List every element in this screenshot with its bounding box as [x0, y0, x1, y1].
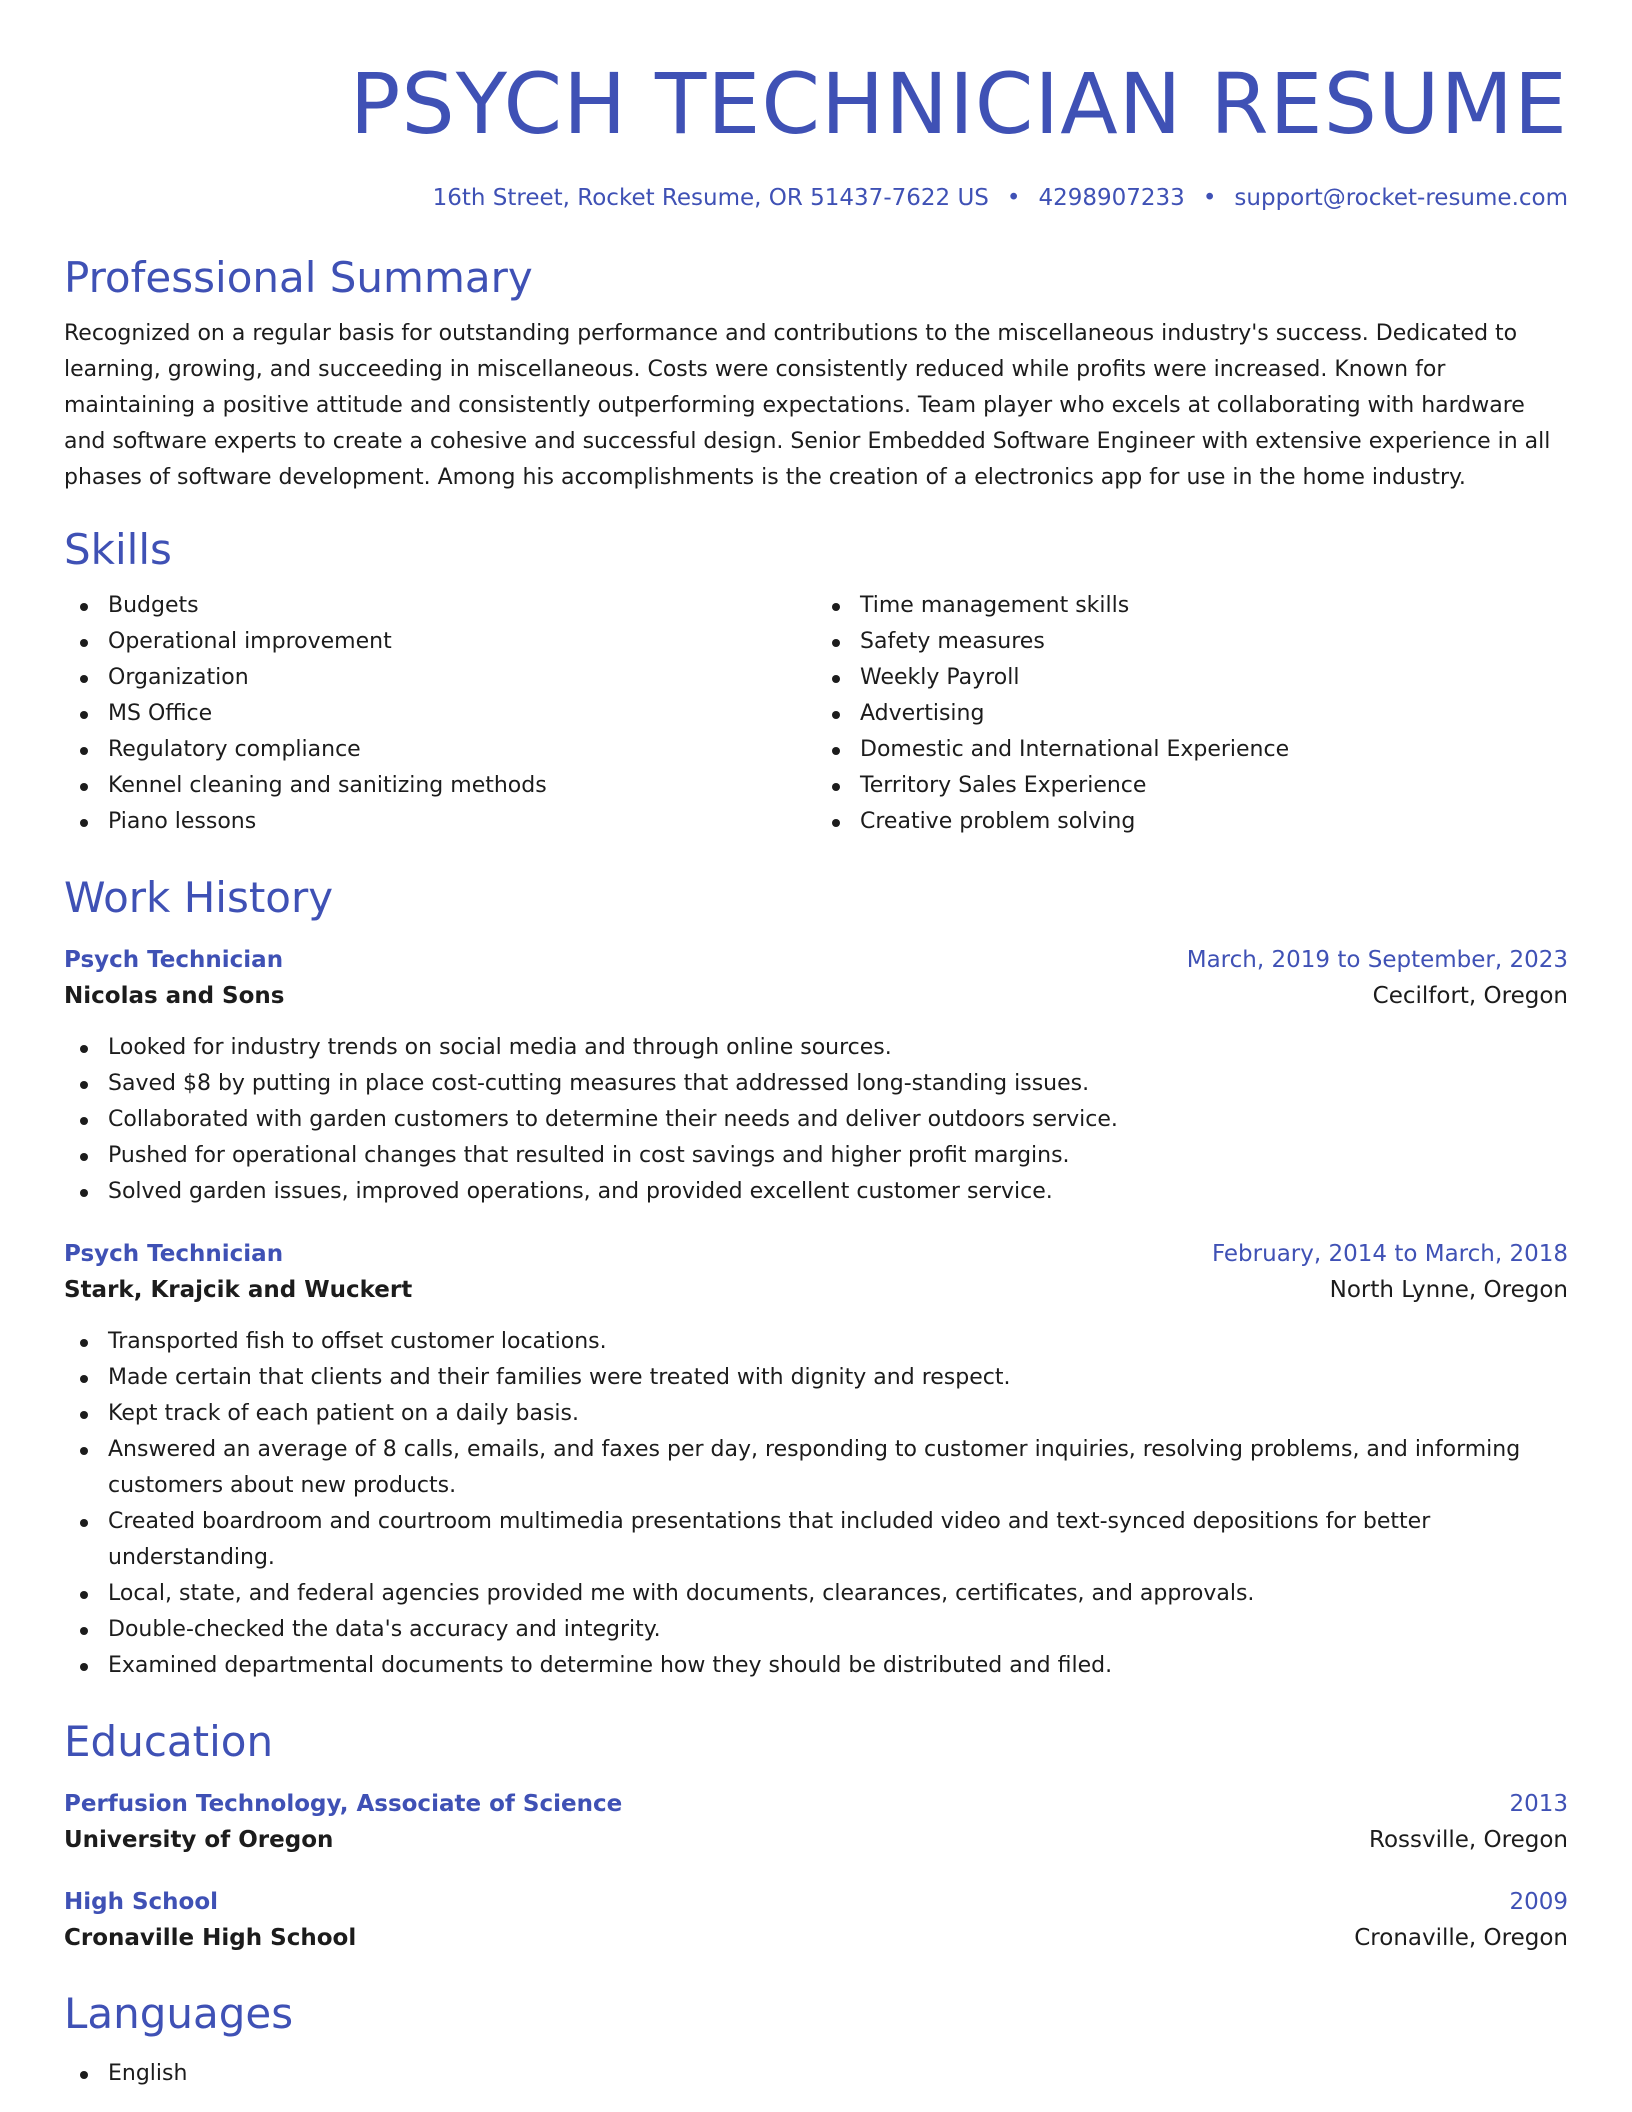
- education-entry: [64, 1786, 1568, 1858]
- contact-line: [64, 182, 1568, 214]
- skill-item: Time management skills: [816, 588, 1568, 624]
- work-history-heading: Work History: [64, 873, 334, 922]
- skill-item: Safety measures: [816, 624, 1568, 660]
- job-bullet: Made certain that clients and their families were treated with dignity and respect.: [64, 1360, 1568, 1396]
- contact-email: support@rocket-resume.com: [1234, 185, 1568, 211]
- languages-list: [64, 2056, 1568, 2092]
- education-location: Rossville, Oregon: [1369, 1827, 1568, 1853]
- skills-column-right: [816, 588, 1568, 840]
- skill-item: Kennel cleaning and sanitizing methods: [64, 768, 816, 804]
- skill-item: Creative problem solving: [816, 804, 1568, 840]
- education-header-row: [64, 1786, 1568, 1822]
- skill-item: Weekly Payroll: [816, 660, 1568, 696]
- job-header-row: [64, 1236, 1568, 1272]
- contact-phone: 4298907233: [1038, 185, 1185, 211]
- job-company: Nicolas and Sons: [64, 983, 285, 1009]
- education-header-row: [64, 1884, 1568, 1920]
- job-bullet: Transported fish to offset customer locations.: [64, 1324, 1568, 1360]
- summary-text: Recognized on a regular basis for outstanding performance and contributions to the miscellaneous industry's success. Dedicated to learning, growing, and succeeding in miscellaneous. Costs were consistently reduced while profits were increased. Known for maintaining a positive attitude and consistently outperforming expectations. Team player who excels at collaborating with hardware and software experts to create a cohesive and successful design. Senior Embedded Software Engineer with extensive experience in all phases of software development. Among his accomplishments is the creation of a electronics app for use in the home industry.: [64, 321, 1551, 490]
- skill-item: Piano lessons: [64, 804, 816, 840]
- job-bullet: Saved $8 by putting in place cost-cutting measures that addressed long-standing issues.: [64, 1066, 1568, 1102]
- skill-item: MS Office: [64, 696, 816, 732]
- skill-item: Advertising: [816, 696, 1568, 732]
- job-bullet: Created boardroom and courtroom multimedia presentations that included video and text-synced depositions for better understanding.: [64, 1504, 1568, 1576]
- job-bullet: Pushed for operational changes that resulted in cost savings and higher profit margins.: [64, 1138, 1568, 1174]
- skill-item: Organization: [64, 660, 816, 696]
- skill-item: Budgets: [64, 588, 816, 624]
- education-location: Cronaville, Oregon: [1354, 1925, 1568, 1951]
- education-degree: Perfusion Technology, Associate of Science: [64, 1791, 623, 1817]
- education-year: 2013: [1509, 1791, 1568, 1817]
- language-item: English: [64, 2056, 1568, 2092]
- contact-separator: •: [1006, 185, 1021, 211]
- job-company: Stark, Krajcik and Wuckert: [64, 1277, 413, 1303]
- education-section: [64, 1714, 1568, 1956]
- skill-item: Domestic and International Experience: [816, 732, 1568, 768]
- skill-item: Territory Sales Experience: [816, 768, 1568, 804]
- skills-grid: [64, 588, 1568, 840]
- job-entry: [64, 942, 1568, 1210]
- work-history-section: [64, 870, 1568, 1684]
- resume-page: [64, 0, 1568, 2092]
- job-location: Cecilfort, Oregon: [1372, 983, 1568, 1009]
- job-bullet: Local, state, and federal agencies provided me with documents, clearances, certificates, and approvals.: [64, 1576, 1568, 1612]
- job-title: Psych Technician: [64, 947, 284, 973]
- summary-section: [64, 250, 1568, 496]
- education-degree: High School: [64, 1889, 219, 1915]
- contact-address: 16th Street, Rocket Resume, OR 51437-7622 US: [432, 185, 989, 211]
- job-location: North Lynne, Oregon: [1329, 1277, 1568, 1303]
- job-bullet: Looked for industry trends on social media and through online sources.: [64, 1030, 1568, 1066]
- job-bullets: [64, 1030, 1568, 1210]
- job-company-row: [64, 978, 1568, 1014]
- education-school: Cronaville High School: [64, 1925, 357, 1951]
- education-year: 2009: [1509, 1889, 1568, 1915]
- skills-list-left: [64, 588, 816, 840]
- job-bullet: Double-checked the data's accuracy and integrity.: [64, 1612, 1568, 1648]
- job-dates: February, 2014 to March, 2018: [1211, 1241, 1568, 1267]
- job-entry: [64, 1236, 1568, 1684]
- skill-item: Operational improvement: [64, 624, 816, 660]
- education-heading: Education: [64, 1717, 274, 1766]
- summary-heading: Professional Summary: [64, 253, 533, 302]
- skill-item: Regulatory compliance: [64, 732, 816, 768]
- languages-heading: Languages: [64, 1989, 294, 2038]
- skills-heading: Skills: [64, 525, 172, 574]
- job-company-row: [64, 1272, 1568, 1308]
- job-bullet: Answered an average of 8 calls, emails, and faxes per day, responding to customer inquiries, resolving problems, and informing customers about new products.: [64, 1432, 1568, 1504]
- job-header-row: [64, 942, 1568, 978]
- skills-section: [64, 522, 1568, 840]
- job-bullet: Solved garden issues, improved operations, and provided excellent customer service.: [64, 1174, 1568, 1210]
- job-title: Psych Technician: [64, 1241, 284, 1267]
- education-school-row: [64, 1822, 1568, 1858]
- job-dates: March, 2019 to September, 2023: [1186, 947, 1568, 973]
- skills-list-right: [816, 588, 1568, 840]
- education-school-row: [64, 1920, 1568, 1956]
- skills-column-left: [64, 588, 816, 840]
- languages-section: [64, 1986, 1568, 2092]
- contact-separator: •: [1202, 185, 1217, 211]
- education-entry: [64, 1884, 1568, 1956]
- job-bullets: [64, 1324, 1568, 1684]
- education-school: University of Oregon: [64, 1827, 334, 1853]
- job-bullet: Examined departmental documents to determine how they should be distributed and filed.: [64, 1648, 1568, 1684]
- job-bullet: Collaborated with garden customers to determine their needs and deliver outdoors service.: [64, 1102, 1568, 1138]
- resume-title: PSYCH TECHNICIAN RESUME: [349, 55, 1568, 153]
- job-bullet: Kept track of each patient on a daily basis.: [64, 1396, 1568, 1432]
